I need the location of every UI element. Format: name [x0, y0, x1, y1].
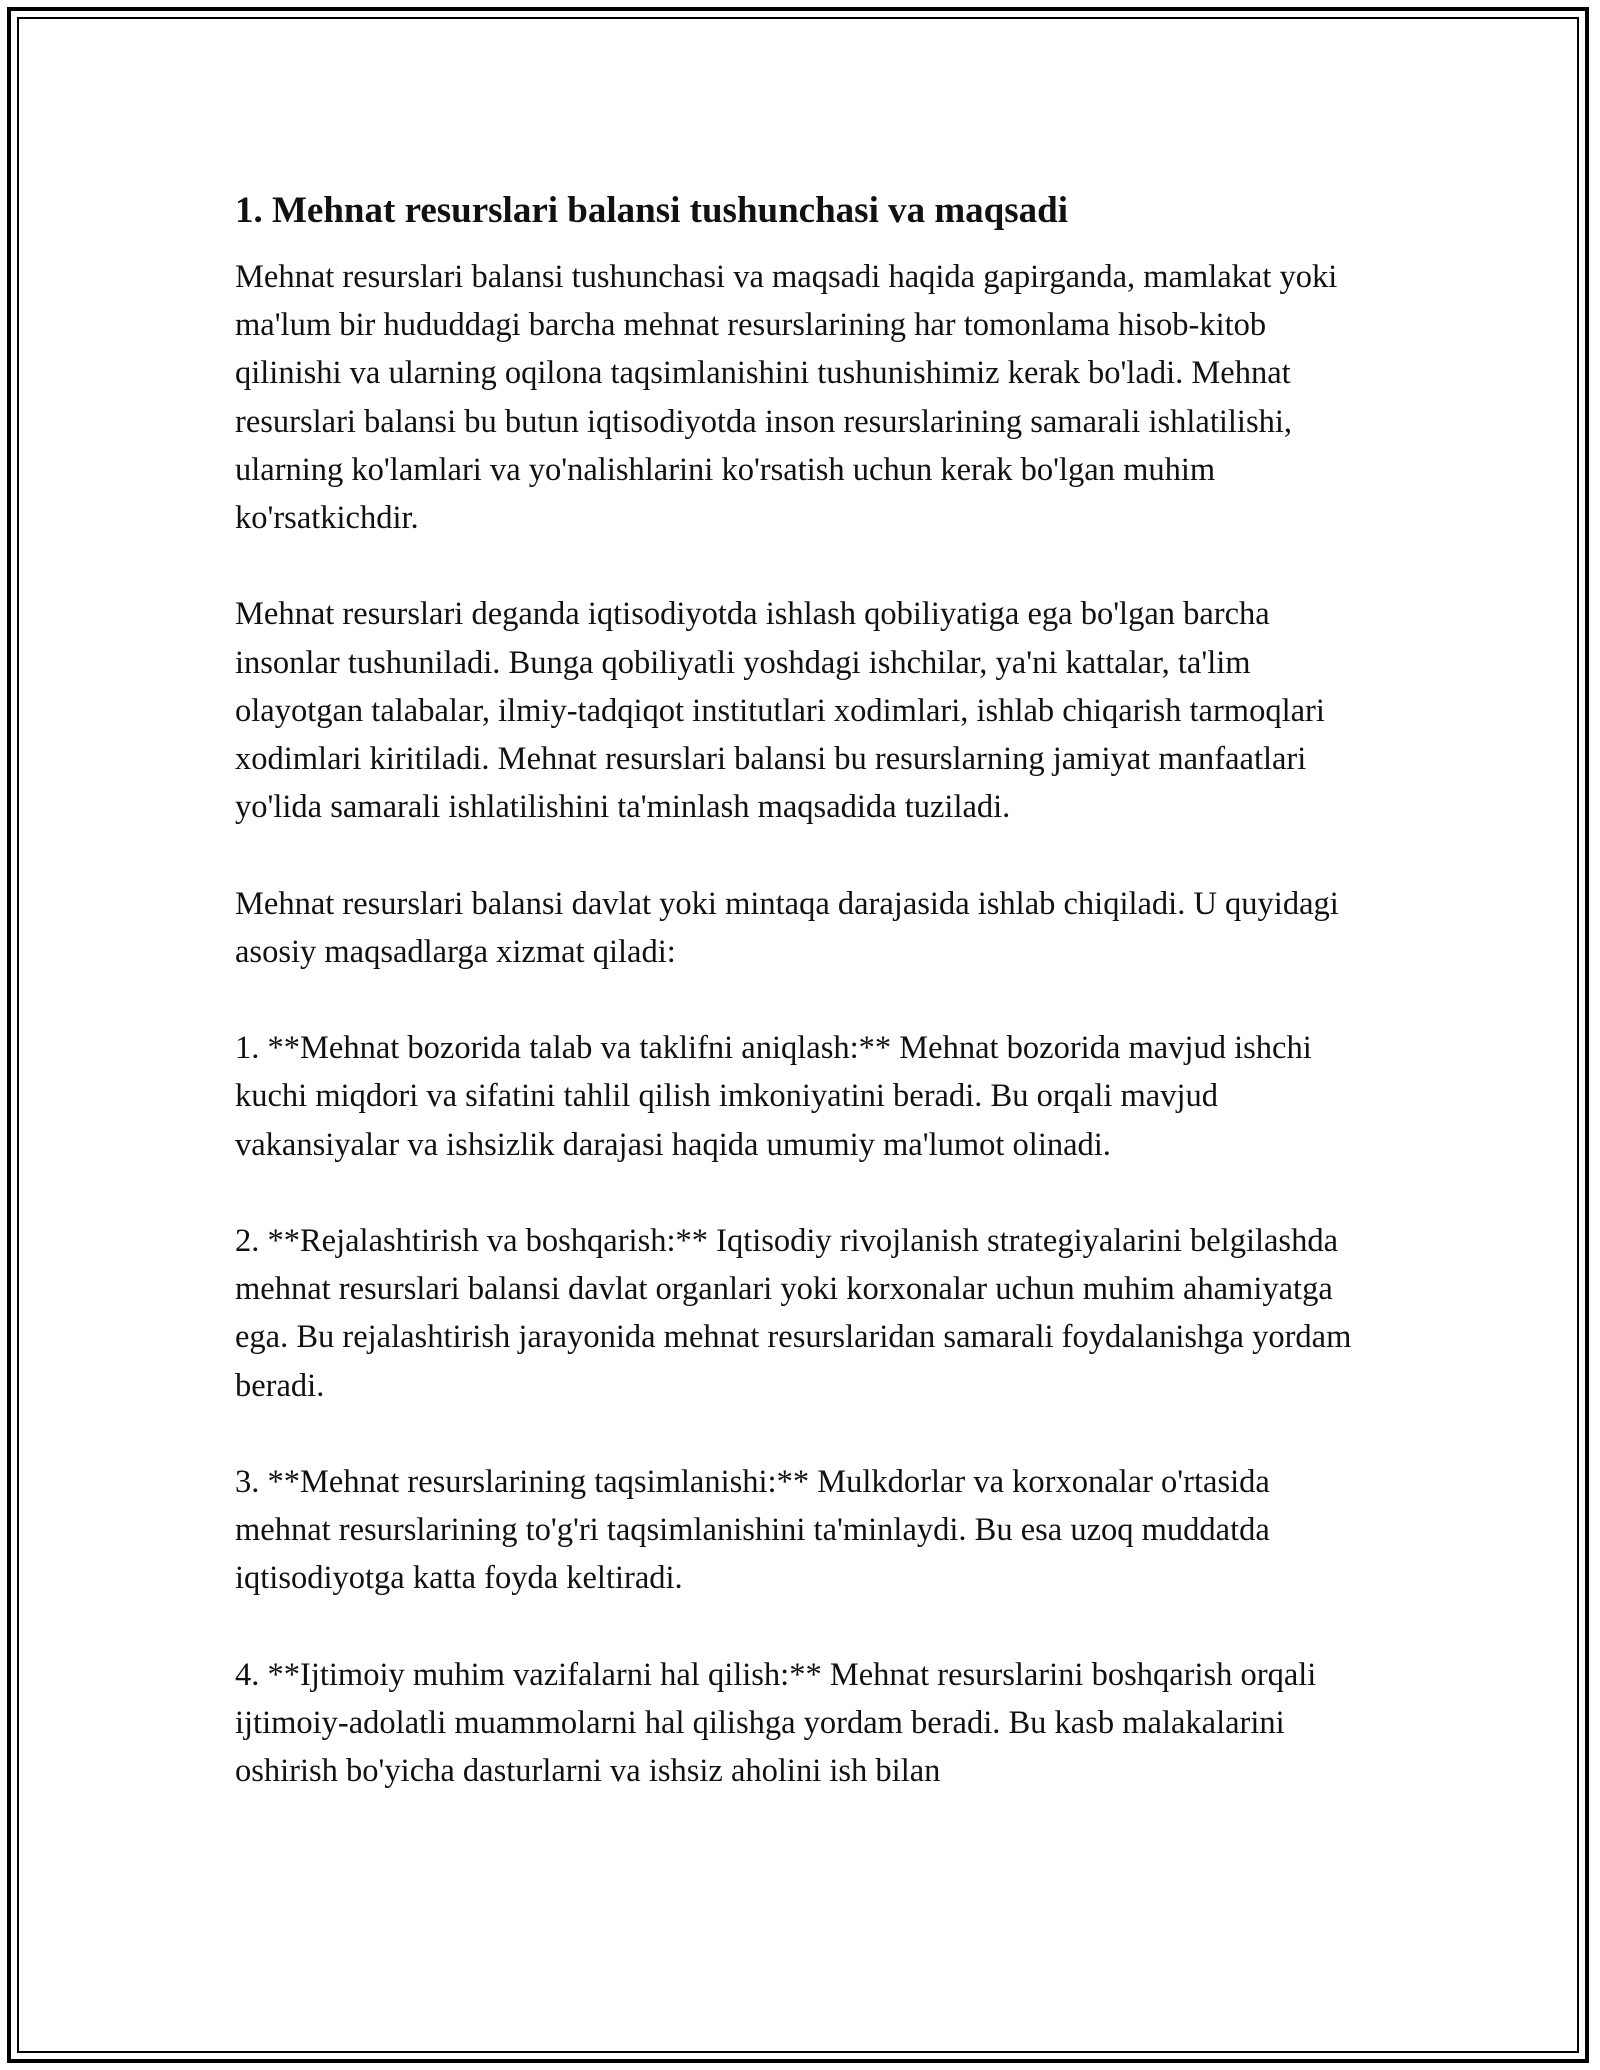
paragraph-intro: Mehnat resurslari balansi tushunchasi va maqsadi haqida gapirganda, mamlakat yoki ma'lum bir hududdagi barcha mehnat resurslarining har tomonlama hisob-kitob qilinishi va ularning oqilona taqsimlanishini tushunishimiz kerak bo'ladi. Mehnat resurslari balansi bu butun iqtisodiyotda inson resurslarining samarali ishlatilishi, ularning ko'lamlari va yo'nalishlarini ko'rsatish uchun kerak bo'lgan muhim ko'rsatkichdir. — [235, 259, 1338, 537]
paragraph-purpose-intro: Mehnat resurslari balansi davlat yoki mintaqa darajasida ishlab chiqiladi. U quyidagi asosiy maqsadlarga xizmat qiladi: — [235, 885, 1339, 970]
document-body — [235, 186, 1365, 1795]
section-heading: 1. Mehnat resurslari balansi tushunchasi va maqsadi — [235, 190, 1069, 231]
list-item-distribution: 3. **Mehnat resurslarining taqsimlanishi:** Mulkdorlar va korxonalar o'rtasida mehnat resurslarining to'g'ri taqsimlanishini ta'minlaydi. Bu esa uzoq muddatda iqtisodiyotga katta foyda keltiradi. — [235, 1464, 1270, 1597]
list-item-social-tasks: 4. **Ijtimoiy muhim vazifalarni hal qilish:** Mehnat resurslarini boshqarish orqali ijtimoiy-adolatli muammolarni hal qilishga yordam beradi. Bu kasb malakalarini oshirish bo'yicha dasturlarni va ishsiz aholini ish bilan — [235, 1656, 1317, 1790]
list-item-planning: 2. **Rejalashtirish va boshqarish:** Iqtisodiy rivojlanish strategiyalarini belgilashda mehnat resurslari balansi davlat organlari yoki korxonalar uchun muhim ahamiyatga ega. Bu rejalashtirish jarayonida mehnat resurslaridan samarali foydalanishga yordam beradi. — [235, 1223, 1352, 1404]
list-item-demand-supply: 1. **Mehnat bozorida talab va taklifni aniqlash:** Mehnat bozorida mavjud ishchi kuchi miqdori va sifatini tahlil qilish imkoniyatini beradi. Bu orqali mavjud vakansiyalar va ishsizlik darajasi haqida umumiy ma'lumot olinadi. — [235, 1030, 1312, 1163]
paragraph-definition: Mehnat resurslari deganda iqtisodiyotda ishlash qobiliyatiga ega bo'lgan barcha insonlar tushuniladi. Bunga qobiliyatli yoshdagi ishchilar, ya'ni kattalar, ta'lim olayotgan talabalar, ilmiy-tadqiqot institutlari xodimlari, ishlab chiqarish tarmoqlari xodimlari kiritiladi. Mehnat resurslari balansi bu resurslarning jamiyat manfaatlari yo'lida samarali ishlatilishini ta'minlash maqsadida tuziladi. — [235, 596, 1325, 826]
